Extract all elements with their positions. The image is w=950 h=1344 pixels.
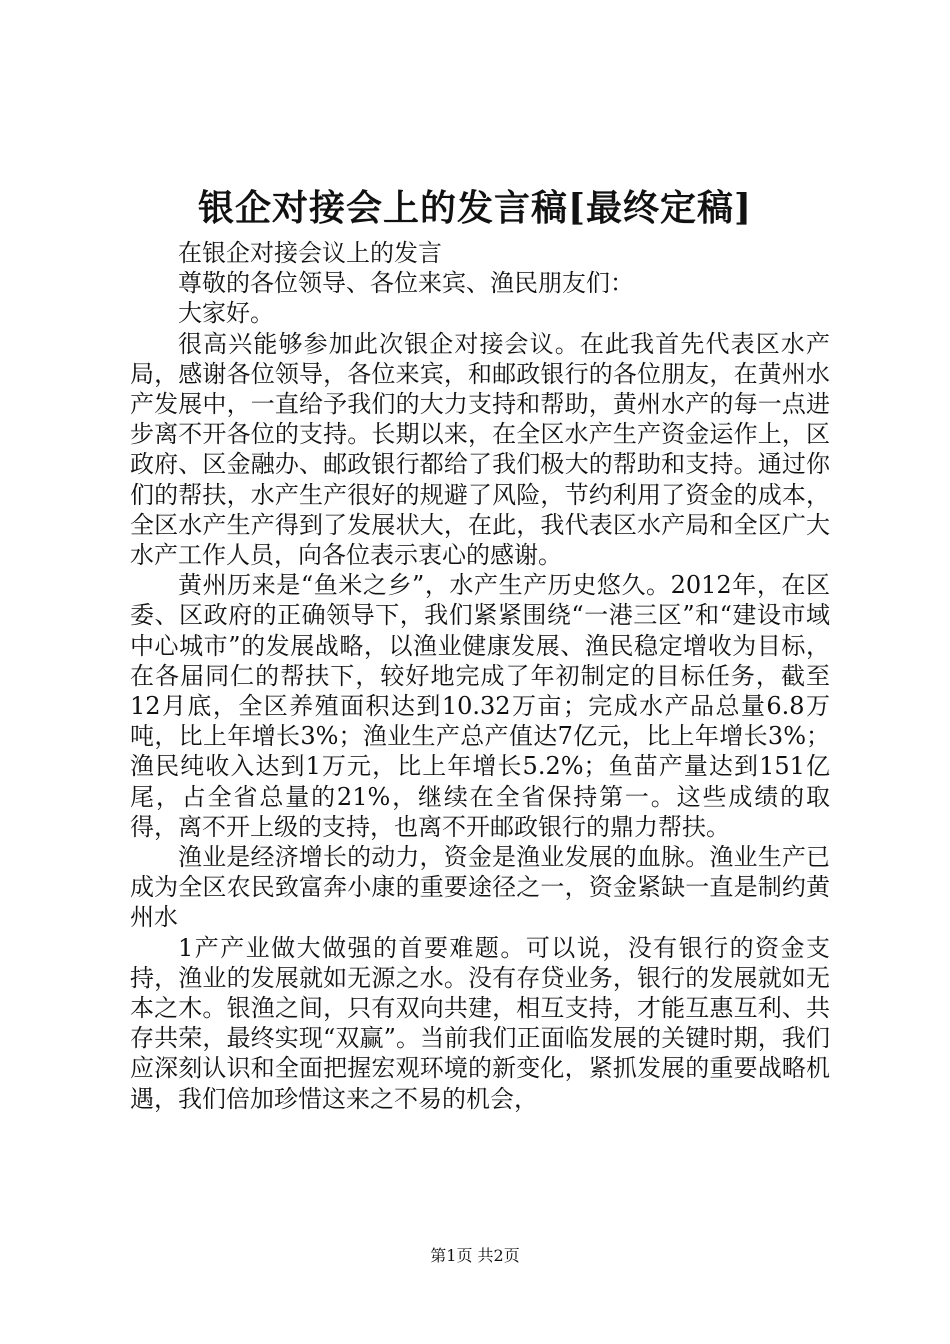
document-body xyxy=(130,238,830,1114)
paragraph-greeting: 大家好。 xyxy=(178,299,274,328)
paragraph-thanks: 很高兴能够参加此次银企对接会议。在此我首先代表区水产局，感谢各位领导，各位来宾，和邮政银行的各位朋友，在黄州水产发展中，一直给予我们的大力支持和帮助，黄州水产的每一点进步离不开各位的支持。长期以来，在全区水产生产资金运作上，区政府、区金融办、邮政银行都给了我们极大的帮助和支持。通过你们的帮扶，水产生产很好的规避了风险，节约利用了资金的成本，全区水产生产得到了发展状大，在此，我代表区水产局和全区广大水产工作人员，向各位表示衷心的感谢。 xyxy=(130,329,830,570)
document-title: 银企对接会上的发言稿[最终定稿] xyxy=(197,187,753,229)
paragraph-salutation: 尊敬的各位领导、各位来宾、渔民朋友们： xyxy=(178,269,634,298)
paragraph-cooperation: 1产产业做大做强的首要难题。可以说，没有银行的资金支持，渔业的发展就如无源之水。没有存贷业务，银行的发展就如无本之木。银渔之间，只有双向共建，相互支持，才能互惠互利、共存共荣，最终实现“双赢”。当前我们正面临发展的关键时期，我们应深刻认识和全面把握宏观环境的新变化，紧抓发展的重要战略机遇，我们倍加珍惜这来之不易的机会， xyxy=(130,933,830,1113)
paragraph-heading: 在银企对接会议上的发言 xyxy=(178,239,442,267)
paragraph-funding: 渔业是经济增长的动力，资金是渔业发展的血脉。渔业生产已成为全区农民致富奔小康的重要途径之一，资金紧缺一直是制约黄州水 xyxy=(130,843,830,932)
page-footer: 第1页 共2页 xyxy=(430,1246,520,1265)
paragraph-achievements: 黄州历来是“鱼米之乡”，水产生产历史悠久。2012年，在区委、区政府的正确领导下，我们紧紧围绕“一港三区”和“建设市域中心城市”的发展战略，以渔业健康发展、渔民稳定增收为目标，在各届同仁的帮扶下，较好地完成了年初制定的目标任务，截至12月底，全区养殖面积达到10.32万亩；完成水产品总量6.8万吨，比上年增长3%；渔业生产总产值达7亿元，比上年增长3%；渔民纯收入达到1万元，比上年增长5.2%；鱼苗产量达到151亿尾，占全省总量的21%，继续在全省保持第一。这些成绩的取得，离不开上级的支持，也离不开邮政银行的鼎力帮扶。 xyxy=(130,571,830,841)
